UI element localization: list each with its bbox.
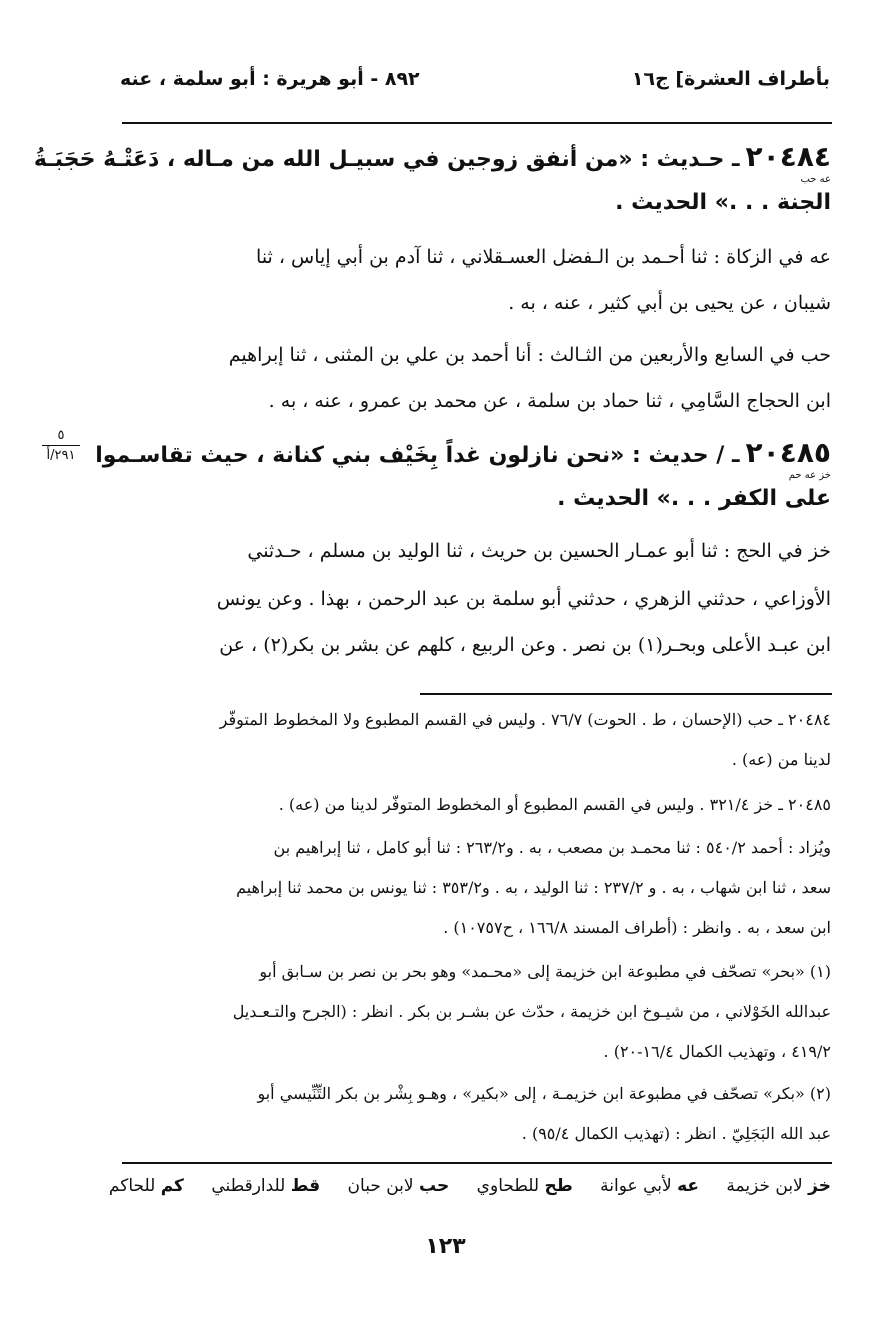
footnote-line: ابن سعد ، به . وانظر : (أطراف المسند ١٦٦/٨ ، ح١٠٧٥٧) .: [443, 918, 831, 937]
footnote-line: سعد ، ثنا ابن شهاب ، به . و ٢٣٧/٢ : ثنا الوليد ، به . و٣٥٣/٢ : ثنا يونس بن محمد ثنا إبراهيم: [236, 878, 831, 897]
hadith-text: ـ حـديث : «من أنفق زوجين في سبيـل الله من مـاله ، دَعَتْـهُ حَجَبَـةُ: [33, 147, 740, 172]
hadith-number: ٢٠٤٨٥: [745, 436, 831, 469]
abbreviation-code: عه: [677, 1176, 700, 1196]
abbreviation-item: [348, 1176, 450, 1196]
text-line: ابن الحجاج السَّامِي ، ثنا حماد بن سلمة ، عن محمد بن عمرو ، عنه ، به .: [268, 390, 831, 412]
abbreviation-code: طح: [544, 1176, 573, 1196]
text-line: حب في السابع والأربعين من الثـالث : أنا أحمد بن علي بن المثنى ، ثنا إبراهيم: [228, 344, 831, 366]
abbreviations-rule: [122, 1162, 832, 1164]
hadith-heading-20484: [33, 140, 831, 173]
sigla-label: عه حب: [800, 174, 831, 185]
abbreviation-name: لأبي عوانة: [600, 1176, 672, 1196]
folio-note-bottom: ٢٩١/أ: [46, 448, 76, 463]
footnote-line: ٤١٩/٢ ، وتهذيب الكمال ١٦/٤-٢٠) .: [603, 1042, 831, 1061]
abbreviation-item: [109, 1176, 184, 1196]
text-line: شيبان ، عن يحيى بن أبي كثير ، عنه ، به .: [508, 292, 831, 314]
text-line: خز في الحج : ثنا أبو عمـار الحسين بن حريث ، ثنا الوليد بن مسلم ، حـدثني: [247, 540, 831, 562]
abbreviation-name: لابن حبان: [347, 1176, 414, 1196]
abbreviation-code: كم: [160, 1176, 184, 1196]
abbreviation-name: للدارقطني: [211, 1176, 286, 1196]
hadith-heading-continuation: الجنة . . .» الحديث .: [615, 190, 831, 215]
footnote-rule: [420, 693, 832, 695]
abbreviation-name: للطحاوي: [476, 1176, 540, 1196]
abbreviation-code: خز: [808, 1176, 831, 1196]
hadith-text: ـ / حديث : «نحن نازلون غداً بِخَيْف بني كنانة ، حيث تقاسـموا: [95, 443, 740, 468]
abbreviations-key: [108, 1176, 831, 1196]
text-line: عه في الزكاة : ثنا أحـمد بن الـفضل العسـقلاني ، ثنا آدم بن أبي إياس ، ثنا: [256, 246, 831, 268]
abbreviation-item: [211, 1176, 320, 1196]
footnote-line: عبد الله البَجَلِيّ . انظر : (تهذيب الكمال ٩٥/٤) .: [521, 1124, 831, 1143]
footnote-line: ٢٠٤٨٥ ـ خز ٣٢١/٤ . وليس في القسم المطبوع أو المخطوط المتوفّر لدينا من (عه) .: [278, 795, 831, 814]
footnote-line: (٢) «بكر» تصحّف في مطبوعة ابن خزيمـة ، إلى «بكير» ، وهـو بِشْر بن بكر التِّنِّيسي أبو: [257, 1084, 831, 1103]
running-header: [120, 62, 830, 102]
folio-note-divider: [42, 445, 80, 446]
footnote-line: عبدالله الخَوْلاني ، من شيـوخ ابن خزيمة ، حدّث عن بشـر بن بكر . انظر : (الجرح والتـعـديل: [232, 1002, 831, 1021]
footnote-line: (١) «بحر» تصحّف في مطبوعة ابن خزيمة إلى «محـمد» وهو بحر بن نصر بن سـابق أبو: [259, 962, 831, 981]
sigla-label: خز عه حم: [788, 470, 831, 481]
footnote-line: ٢٠٤٨٤ ـ حب (الإحسان ، ط . الحوت) ٧٦/٧ . وليس في القسم المطبوع ولا المخطوط المتوفّر: [219, 710, 831, 729]
hadith-heading-20485: [95, 436, 831, 469]
text-line: الأوزاعي ، حدثني الزهري ، حدثني أبو سلمة بن عبد الرحمن ، بهذا . وعن يونس: [216, 588, 831, 610]
header-book-title: بأطراف العشرة] ج١٦: [631, 68, 830, 90]
page-number: ١٢٣: [425, 1234, 466, 1259]
header-rule: [122, 122, 832, 124]
footnote-line: ويُزاد : أحمد ٥٤٠/٢ : ثنا محمـد بن مصعب ، به . و٢٦٣/٢ : ثنا أبو كامل ، ثنا إبراهيم بن: [273, 838, 831, 857]
hadith-heading-continuation: على الكفر . . .» الحديث .: [557, 486, 831, 511]
abbreviation-code: حب: [419, 1176, 450, 1196]
abbreviation-name: لابن خزيمة: [726, 1176, 803, 1196]
abbreviation-item: [600, 1176, 699, 1196]
manuscript-folio-note: [38, 428, 84, 463]
abbreviation-code: قط: [290, 1176, 321, 1196]
footnote-line: لدينا من (عه) .: [731, 750, 831, 769]
abbreviation-item: [726, 1176, 831, 1196]
folio-note-top: ٥: [57, 428, 65, 443]
text-line: ابن عبـد الأعلى وبحـر(١) بن نصر . وعن الربيع ، كلهم عن بشر بن بكر(٢) ، عن: [219, 634, 831, 656]
abbreviation-item: [477, 1176, 573, 1196]
header-section-title: ٨٩٢ - أبو هريرة : أبو سلمة ، عنه: [120, 68, 420, 90]
hadith-number: ٢٠٤٨٤: [745, 140, 831, 173]
abbreviation-name: للحاكم: [108, 1176, 156, 1196]
